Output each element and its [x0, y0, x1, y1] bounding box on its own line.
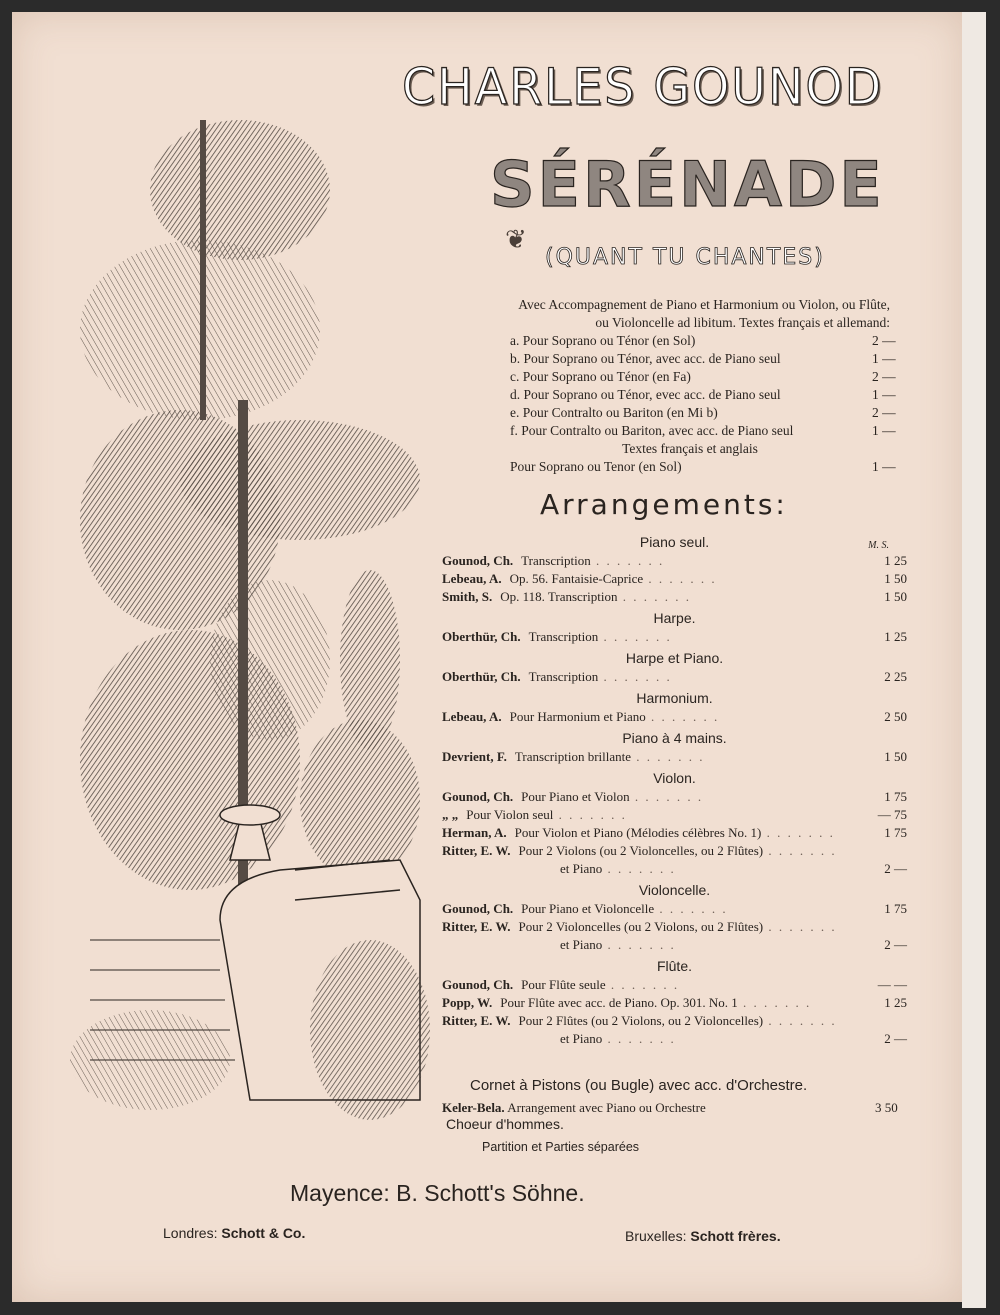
arrangement-desc: Pour 2 Flûtes (ou 2 Violons, ou 2 Violoncelles) . . — [519, 1012, 874, 1030]
version-price: 1 — — [872, 387, 896, 402]
arrangement-row — [442, 860, 907, 878]
version-label: a. Pour Soprano ou Ténor (en Sol) — [510, 333, 696, 348]
arrangement-desc: Op. 118. Transcription . . — [500, 588, 873, 606]
arranger-name: Gounod, Ch. — [442, 789, 514, 804]
firm-name: Schott & Co. — [221, 1225, 306, 1241]
arrangement-desc: Transcription . . — [521, 552, 873, 570]
arrangement-price: 1 25 — [884, 629, 907, 644]
version-row — [510, 404, 910, 422]
arrangement-row — [442, 918, 907, 936]
arrangement-row — [442, 570, 907, 588]
arrangement-row — [442, 824, 907, 842]
version-row — [510, 332, 910, 350]
arrangement-desc: Pour Flûte seule . . — [521, 976, 873, 994]
choeur-heading: Choeur d'hommes. — [446, 1116, 564, 1132]
arranger-name: Ritter, E. W. — [442, 1013, 511, 1028]
arrangement-row — [442, 708, 907, 726]
arrangement-price: 2 25 — [884, 669, 907, 684]
arrangement-price: — 75 — [877, 807, 907, 822]
version-label: Pour Soprano ou Tenor (en Sol) — [510, 459, 682, 474]
work-subtitle: (QUANT TU CHANTES) — [545, 245, 825, 270]
version-label: e. Pour Contralto ou Bariton (en Mi b) — [510, 405, 718, 420]
section-title: Harmonium. — [636, 690, 713, 706]
arrangement-desc: et Piano . . — [450, 936, 873, 954]
arranger-name: Oberthür, Ch. — [442, 669, 521, 684]
arrangement-price: 1 25 — [884, 995, 907, 1010]
arranger-name: Gounod, Ch. — [442, 977, 514, 992]
arrangement-row — [442, 994, 907, 1012]
arrangement-desc: et Piano . . — [450, 1030, 873, 1048]
arranger-name: Popp, W. — [442, 995, 493, 1010]
arrangement-price: 2 — — [884, 861, 907, 876]
arrangement-desc: Pour Violon seul . . — [466, 806, 873, 824]
section-title: Violon. — [653, 770, 696, 786]
arrangement-price: 1 75 — [884, 825, 907, 840]
arranger-name: Lebeau, A. — [442, 571, 502, 586]
arranger-name: Ritter, E. W. — [442, 843, 511, 858]
arrangement-price: 1 75 — [884, 901, 907, 916]
arrangements-heading: Arrangements: — [540, 488, 788, 521]
arrangement-row — [442, 936, 907, 954]
arrangement-desc: Transcription brillante . . — [515, 748, 873, 766]
arranger-name: Ritter, E. W. — [442, 919, 511, 934]
arrangement-price — [873, 1012, 907, 1030]
section-title: Harpe et Piano. — [625, 650, 724, 666]
arrangement-desc: Pour Flûte avec acc. de Piano. Op. 301. No. 1 . . — [500, 994, 873, 1012]
arrangement-price: 1 50 — [884, 589, 907, 604]
version-price: 2 — — [872, 369, 896, 384]
arrangement-row — [442, 842, 907, 860]
version-row — [510, 368, 910, 386]
arranger-name: Oberthür, Ch. — [442, 629, 521, 644]
arrangement-price — [873, 842, 907, 860]
arrangement-row — [442, 900, 907, 918]
intro-line: ou Violoncelle ad libitum. Textes français et allemand: — [595, 315, 890, 330]
arrangement-price: — — — [877, 977, 907, 992]
arranger-name: Keler-Bela. — [442, 1100, 505, 1115]
section-title: Harpe. — [653, 610, 696, 626]
arrangement-price: 2 — — [884, 937, 907, 952]
version-label: d. Pour Soprano ou Ténor, evec acc. de Piano seul — [510, 387, 781, 402]
version-row — [510, 458, 910, 476]
arrangement-row — [442, 806, 907, 824]
city-label: Londres: — [163, 1225, 218, 1241]
arrangement-desc: Pour Harmonium et Piano . . — [510, 708, 873, 726]
arrangement-desc: Pour Violon et Piano (Mélodies célèbres No. 1) . . — [515, 824, 873, 842]
arrangement-desc: Arrangement avec Piano ou Orchestre — [507, 1100, 706, 1115]
arrangement-desc: Pour Piano et Violoncelle . . — [521, 900, 873, 918]
intro-line: Avec Accompagnement de Piano et Harmonium ou Violon, ou Flûte, — [518, 297, 890, 312]
garden-illustration — [70, 100, 430, 1130]
composer-name: CHARLES GOUNOD — [402, 58, 884, 116]
version-row — [510, 386, 910, 404]
version-row — [510, 422, 910, 440]
arrangement-desc: Pour 2 Violons (ou 2 Violoncelles, ou 2 Flûtes) . . — [519, 842, 874, 860]
arranger-name: Gounod, Ch. — [442, 553, 514, 568]
section-title: Piano à 4 mains. — [622, 730, 727, 746]
arrangement-row — [442, 788, 907, 806]
publisher: Mayence: B. Schott's Söhne. — [290, 1180, 585, 1206]
section-title: Violoncelle. — [638, 882, 711, 898]
arrangement-desc: Transcription . . — [529, 628, 873, 646]
arrangement-price: 2 50 — [884, 709, 907, 724]
arrangement-desc: Op. 56. Fantaisie-Caprice . . — [510, 570, 873, 588]
arrangement-row — [442, 748, 907, 766]
arranger-name: Smith, S. — [442, 589, 493, 604]
arranger-name: Herman, A. — [442, 825, 507, 840]
arrangement-price: 1 50 — [884, 571, 907, 586]
version-label: b. Pour Soprano ou Ténor, avec acc. de Piano seul — [510, 351, 781, 366]
english-heading: Textes français et anglais — [622, 441, 758, 456]
partition-text: Partition et Parties séparées — [482, 1140, 640, 1154]
arrangement-row — [442, 1012, 907, 1030]
version-price: 2 — — [872, 333, 896, 348]
arrangement-price: 2 — — [884, 1031, 907, 1046]
arrangements-list — [442, 530, 907, 1048]
version-label: c. Pour Soprano ou Ténor (en Fa) — [510, 369, 691, 384]
work-title: SÉRÉNADE — [490, 148, 885, 221]
arrangement-row — [442, 668, 907, 686]
flourish-ornament-icon: ❦ — [505, 225, 527, 254]
intro-text — [518, 296, 890, 332]
version-price: 2 — — [872, 405, 896, 420]
vocal-versions-list — [510, 332, 910, 476]
currency-label: M. S. — [868, 540, 889, 551]
keler-price: 3 50 — [875, 1100, 898, 1115]
arrangement-price: 1 25 — [884, 553, 907, 568]
cornet-heading: Cornet à Pistons (ou Bugle) avec acc. d'Orchestre. — [470, 1077, 808, 1094]
section-title: Piano seul. — [639, 534, 710, 550]
arrangement-row — [442, 976, 907, 994]
arrangement-desc: Transcription . . — [529, 668, 873, 686]
arrangement-desc: Pour Piano et Violon . . — [521, 788, 873, 806]
london-agent — [163, 1225, 305, 1241]
version-price: 1 — — [872, 459, 896, 474]
arranger-name: Gounod, Ch. — [442, 901, 514, 916]
arrangement-price: 1 75 — [884, 789, 907, 804]
city-label: Bruxelles: — [625, 1228, 687, 1244]
arrangement-desc: et Piano . . — [450, 860, 873, 878]
page-edge — [962, 12, 986, 1308]
version-row — [510, 350, 910, 368]
arranger-name: „ „ — [442, 807, 459, 822]
arrangement-price — [873, 918, 907, 936]
arrangement-row — [442, 1030, 907, 1048]
section-title: Flûte. — [656, 958, 692, 974]
arrangement-row — [442, 552, 907, 570]
arrangement-row — [442, 588, 907, 606]
version-price: 1 — — [872, 423, 896, 438]
arrangement-row — [442, 628, 907, 646]
arranger-name: Lebeau, A. — [442, 709, 502, 724]
version-price: 1 — — [872, 351, 896, 366]
brussels-agent — [625, 1228, 781, 1244]
firm-name: Schott frères. — [690, 1228, 781, 1244]
keler-entry — [442, 1100, 706, 1116]
arrangement-price: 1 50 — [884, 749, 907, 764]
arrangement-desc: Pour 2 Violoncelles (ou 2 Violons, ou 2 Flûtes) . . — [519, 918, 874, 936]
version-label: f. Pour Contralto ou Bariton, avec acc. de Piano seul — [510, 423, 794, 438]
arranger-name: Devrient, F. — [442, 749, 507, 764]
